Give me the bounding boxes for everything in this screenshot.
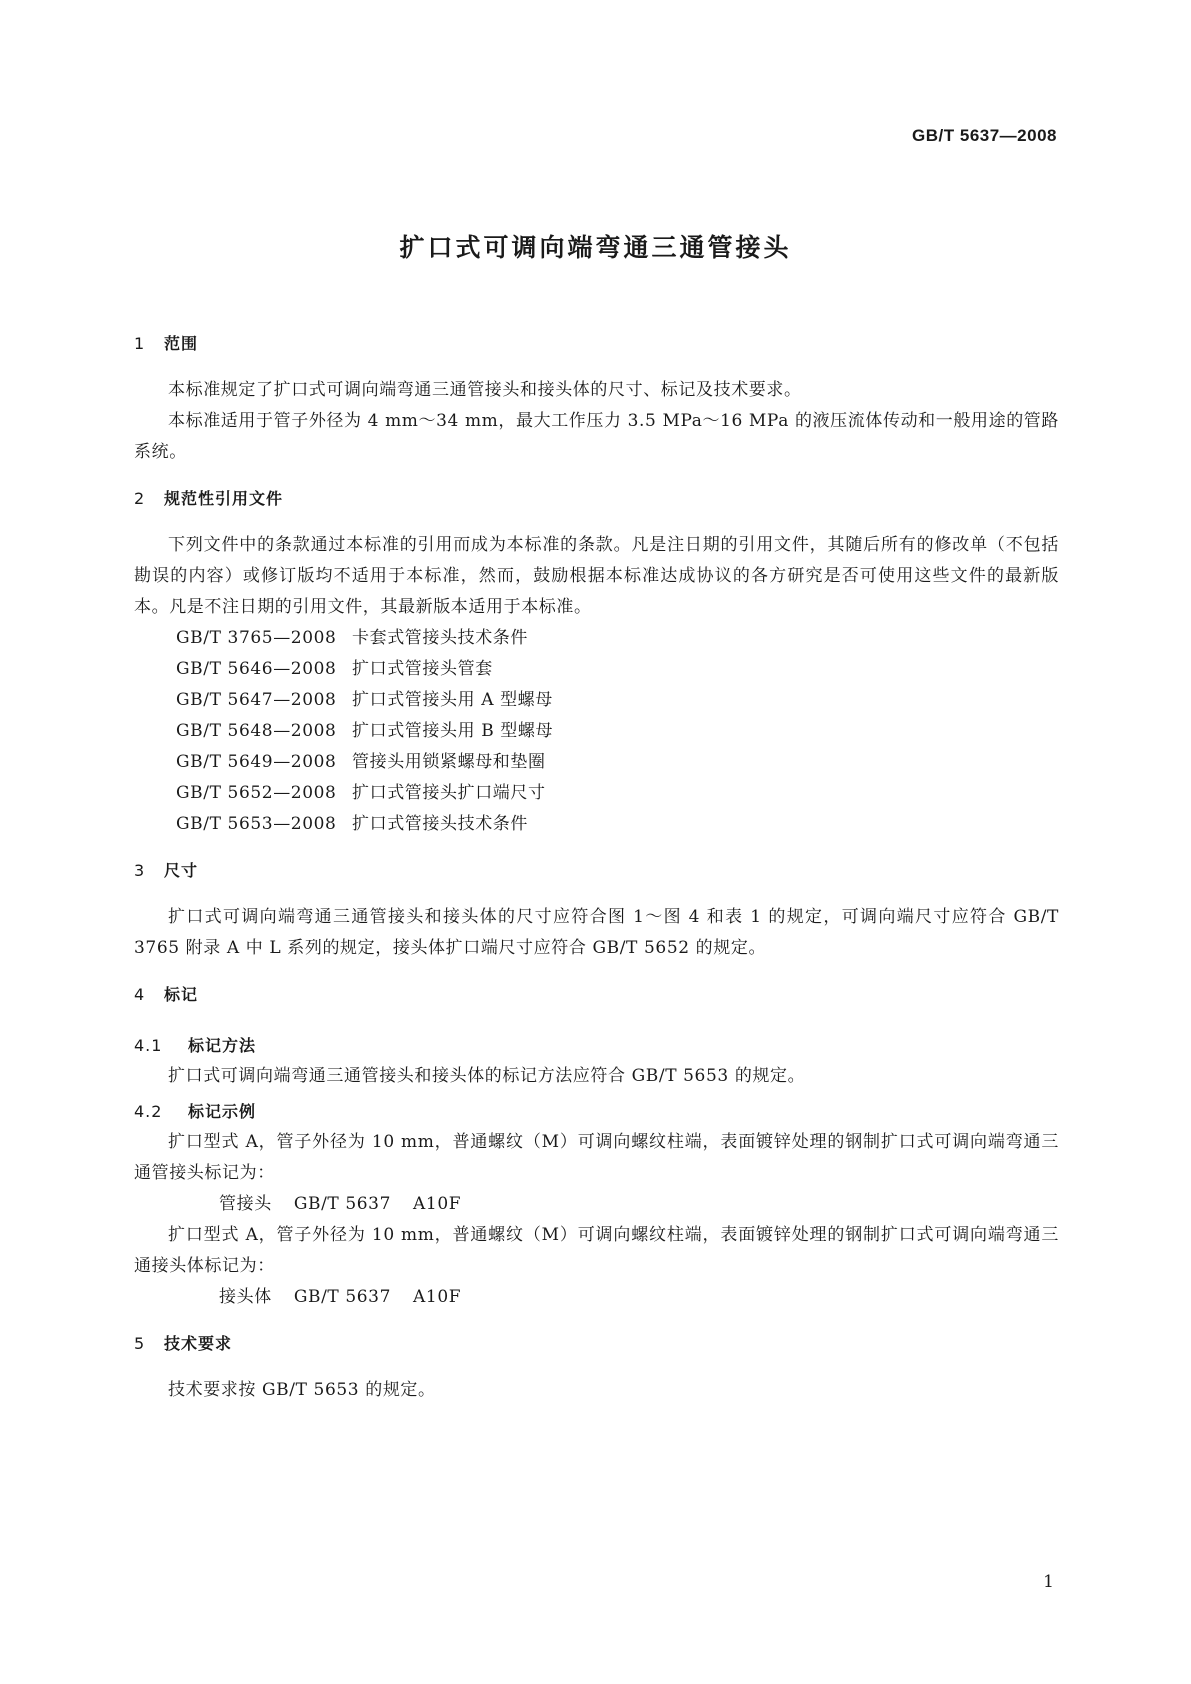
paragraph: 下列文件中的条款通过本标准的引用而成为本标准的条款。凡是注日期的引用文件，其随后所有的修改单（不包括勘误的内容）或修订版均不适用于本标准，然而，鼓励根据本标准达成协议的各方研究是否可使用这些文件的最新版本。凡是不注日期的引用文件，其最新版本适用于本标准。 [134, 535, 1059, 617]
paragraph: 扩口式可调向端弯通三通管接头和接头体的尺寸应符合图 1～图 4 和表 1 的规定，可调向端尺寸应符合 GB/T 3765 附录 A 中 L 系列的规定，接头体扩口端尺寸应符合 GB/T 5652 的规定。 [134, 907, 1059, 958]
section-5-heading [134, 1328, 1059, 1359]
paragraph: 本标准规定了扩口式可调向端弯通三通管接头和接头体的尺寸、标记及技术要求。 [168, 380, 802, 400]
reference-title: 扩口式管接头扩口端尺寸 [352, 783, 546, 803]
section-2-heading [134, 483, 1059, 514]
document-title: 扩口式可调向端弯通三通管接头 [399, 233, 792, 262]
marking-example [134, 1282, 1059, 1313]
marking-standard: GB/T 5637 [293, 1194, 392, 1214]
reference-item [134, 809, 1059, 840]
reference-item [134, 747, 1059, 778]
section-number: 5 [134, 1334, 146, 1353]
paragraph: 扩口式可调向端弯通三通管接头和接头体的标记方法应符合 GB/T 5653 的规定。 [168, 1066, 806, 1086]
document-body [134, 328, 1059, 1406]
section-title: 范围 [164, 334, 199, 353]
marking-standard: GB/T 5637 [293, 1287, 392, 1307]
section-title: 尺寸 [164, 861, 199, 880]
paragraph: 本标准适用于管子外径为 4 mm～34 mm，最大工作压力 3.5 MPa～16 MPa 的液压流体传动和一般用途的管路系统。 [134, 411, 1059, 462]
section-number: 1 [134, 334, 146, 353]
reference-item [134, 623, 1059, 654]
reference-title: 卡套式管接头技术条件 [352, 628, 528, 648]
marking-code: A10F [413, 1287, 462, 1307]
marking-name: 接头体 [219, 1287, 272, 1307]
reference-code: GB/T 5647—2008 [176, 690, 337, 710]
paragraph: 技术要求按 GB/T 5653 的规定。 [168, 1380, 436, 1400]
paragraph: 扩口型式 A，管子外径为 10 mm，普通螺纹（M）可调向螺纹柱端，表面镀锌处理的钢制扩口式可调向端弯通三通管接头标记为： [134, 1132, 1059, 1183]
marking-name: 管接头 [219, 1194, 272, 1214]
page-number: 1 [1043, 1572, 1054, 1592]
section-title: 标记 [164, 985, 199, 1004]
section-number: 2 [134, 489, 146, 508]
reference-code: GB/T 5652—2008 [176, 783, 337, 803]
section-4-heading [134, 979, 1059, 1010]
reference-item [134, 685, 1059, 716]
reference-item [134, 654, 1059, 685]
marking-example [134, 1189, 1059, 1220]
reference-code: GB/T 5646—2008 [176, 659, 337, 679]
marking-code: A10F [413, 1194, 462, 1214]
subsection-title: 标记示例 [188, 1102, 257, 1121]
reference-title: 扩口式管接头管套 [352, 659, 493, 679]
section-title: 规范性引用文件 [164, 489, 284, 508]
paragraph: 扩口型式 A，管子外径为 10 mm，普通螺纹（M）可调向螺纹柱端，表面镀锌处理的钢制扩口式可调向端弯通三通接头体标记为： [134, 1225, 1059, 1276]
reference-title: 扩口式管接头技术条件 [352, 814, 528, 834]
reference-code: GB/T 5648—2008 [176, 721, 337, 741]
reference-item [134, 778, 1059, 809]
section-title: 技术要求 [164, 1334, 233, 1353]
subsection-number: 4.2 [134, 1102, 163, 1121]
reference-title: 管接头用锁紧螺母和垫圈 [352, 752, 546, 772]
subsection-number: 4.1 [134, 1036, 163, 1055]
section-1-heading [134, 328, 1059, 359]
section-number: 4 [134, 985, 146, 1004]
standard-number: GB/T 5637—2008 [912, 126, 1057, 145]
section-4-2-heading [134, 1096, 1059, 1127]
reference-code: GB/T 5649—2008 [176, 752, 337, 772]
reference-title: 扩口式管接头用 B 型螺母 [352, 721, 554, 741]
reference-item [134, 716, 1059, 747]
subsection-title: 标记方法 [188, 1036, 257, 1055]
reference-title: 扩口式管接头用 A 型螺母 [352, 690, 553, 710]
reference-code: GB/T 5653—2008 [176, 814, 337, 834]
section-number: 3 [134, 861, 146, 880]
section-4-1-heading [134, 1030, 1059, 1061]
reference-code: GB/T 3765—2008 [176, 628, 337, 648]
section-3-heading [134, 855, 1059, 886]
